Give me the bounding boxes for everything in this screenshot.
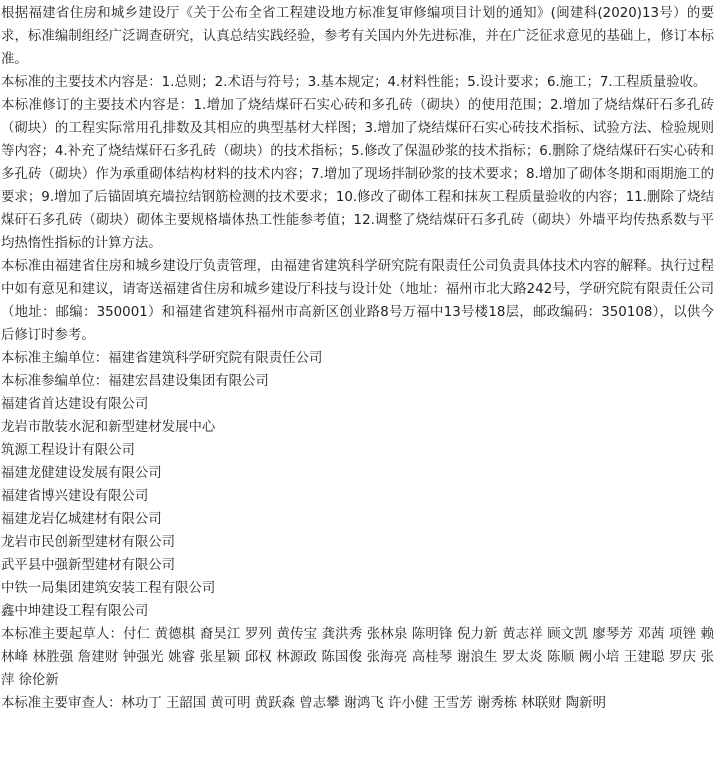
management-paragraph: 本标准由福建省住房和城乡建设厅负责管理，由福建省建筑科学研究院有限责任公司负责具体技术内容的解释。执行过程中如有意见和建议，请寄送福建省住房和城乡建设厅科技与设计处（地址：福州市北大路242号，学研究院有限责任公司（地址：邮编：350001）和福建省建筑科福州市高新区创业路8号万福中13号楼18层，邮政编码：350108），以供今后修订时参考。	[1, 259, 714, 343]
participating-unit: 本标准参编单位：福建宏昌建设集团有限公司	[1, 374, 269, 389]
participating-unit: 福建省博兴建设有限公司	[1, 489, 149, 504]
participating-unit: 龙岩市散装水泥和新型建材发展中心	[1, 420, 216, 435]
revision-content-paragraph: 本标准修订的主要技术内容是：1.增加了烧结煤矸石实心砖和多孔砖（砌块）的使用范围；2.增加了烧结煤矸石多孔砖（砌块）的工程实际常用孔排数及其相应的典型基材大样图；3.增加了烧结煤矸石实心砖技术指标、试验方法、检验规则等内容；4.补充了烧结煤矸石多孔砖（砌块）的技术指标；5.修改了保温砂浆的技术指标；6.删除了烧结煤矸石实心砖和多孔砖（砌块）作为承重砌体结构材料的技术内容；7.增加了现场拌制砂浆的技术要求；8.增加了砌体冬期和雨期施工的要求；9.增加了后锚固填充墙拉结钢筋检测的技术要求；10.修改了砌体工程和抹灰工程质量验收的内容；11.删除了烧结煤矸石多孔砖（砌块）砌体主要规格墙体热工性能参考值；12.调整了烧结煤矸石多孔砖（砌块）外墙平均传热系数与平均热惰性指标的计算方法。	[1, 98, 714, 251]
chief-editor-unit: 本标准主编单位：福建省建筑科学研究院有限责任公司	[1, 351, 323, 366]
participating-unit: 福建龙岩亿城建材有限公司	[1, 512, 162, 527]
participating-unit: 龙岩市民创新型建材有限公司	[1, 535, 176, 550]
intro-paragraph: 根据福建省住房和城乡建设厅《关于公布全省工程建设地方标准复审修编项目计划的通知》(闽建科(2020)13号）的要求，标准编制组经广泛调查研究，认真总结实践经验，参考有关国内外先进标准，并在广泛征求意见的基础上，修订本标准。	[1, 6, 714, 67]
participating-unit: 中铁一局集团建筑安装工程有限公司	[1, 581, 216, 596]
main-content-paragraph: 本标准的主要技术内容是：1.总则；2.术语与符号；3.基本规定；4.材料性能；5.设计要求；6.施工；7.工程质量验收。	[1, 75, 707, 90]
drafters-list: 本标准主要起草人：付仁 黄德棋 裔昊江 罗列 黄传宝 龚洪秀 张林泉 陈明锋 倪力新 黄志祥 顾文凯 廖琴芳 邓茜 项锉 赖林峰 林胜强 詹建财 钟强光 姚睿 张星颖 邱权 林源政 陈国俊 张海亮 高桂琴 谢浪生 罗太炎 陈顺 阙小培 王建聪 罗庆 张萍 徐伦新	[1, 627, 714, 688]
participating-unit: 武平县中强新型建材有限公司	[1, 558, 176, 573]
participating-unit: 福建省首达建设有限公司	[1, 397, 149, 412]
participating-unit: 鑫中坤建设工程有限公司	[1, 604, 149, 619]
reviewers-list: 本标准主要审查人：林功丁 王韶国 黄可明 黄跃森 曾志攀 谢鸿飞 许小健 王雪芳 谢秀栋 林联财 陶新明	[1, 696, 606, 711]
participating-unit: 福建龙健建设发展有限公司	[1, 466, 162, 481]
participating-unit: 筑源工程设计有限公司	[1, 443, 135, 458]
